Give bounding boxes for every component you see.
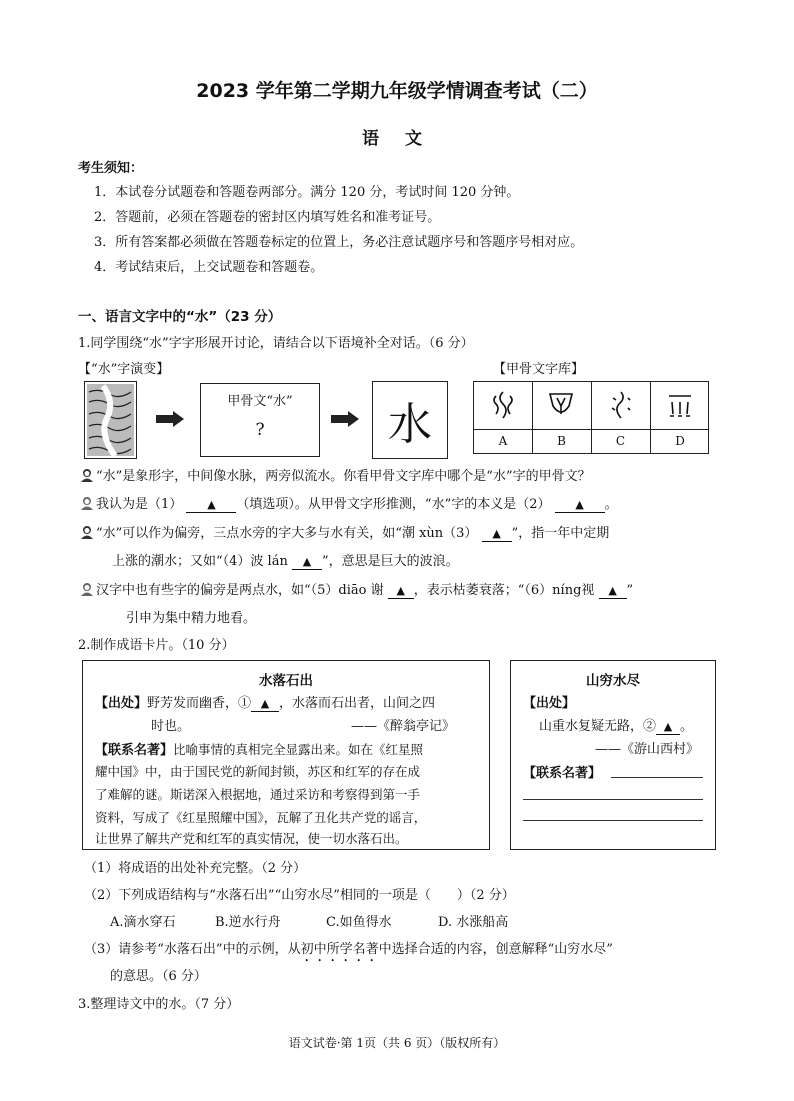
source-text: ，水落而石出者，山间之四: [279, 696, 436, 711]
library-option-b: B: [557, 434, 566, 448]
card-title: 山穷水尽: [586, 673, 640, 689]
notice-heading: 考生须知：: [78, 161, 144, 176]
source-label: 【出处】: [523, 696, 576, 711]
oracle-glyph-a-icon: [490, 390, 516, 422]
answer-blank-4[interactable]: ▲: [292, 555, 322, 570]
dialogue-text: ”，意思是巨大的波浪。: [321, 554, 459, 569]
writing-line[interactable]: [523, 799, 703, 800]
oracle-box-question-mark: ?: [255, 420, 265, 440]
answer-blank-5[interactable]: ▲: [388, 584, 414, 599]
notice-item: 4．考试结束后，上交试题卷和答题卷。: [94, 260, 324, 275]
question-2-sub-3: [84, 938, 613, 965]
arrow-right-icon: [156, 411, 186, 427]
option-a[interactable]: A.滴水穿石: [110, 915, 176, 930]
dialogue-text: ，表示枯萎衰落；“（6）níng视: [413, 583, 595, 598]
subject-title: 语 文: [362, 129, 432, 149]
answer-blank-6[interactable]: ▲: [599, 584, 627, 599]
link-text: 比喻事情的真相完全显露出来。如在《红星照: [173, 742, 424, 757]
dialogue-text: （填选项）。从甲骨文字形推测，“水”字的本义是（2）: [236, 497, 551, 512]
oracle-box-title: 甲骨文“水”: [227, 394, 293, 409]
sub3-text: 中选择合适的内容，创意解释“山穷水尽”: [378, 942, 613, 957]
link-label: 【联系名著】: [95, 743, 174, 758]
modern-water-character: [372, 381, 448, 459]
dialogue-text: 我认为是（1）: [96, 497, 183, 512]
answer-blank-3[interactable]: ▲: [482, 527, 512, 542]
dialogue-text: ”，指一年中定期: [511, 526, 610, 541]
oracle-glyph-d-icon: [666, 390, 694, 422]
option-b[interactable]: B.逆水行舟: [215, 915, 281, 930]
dialogue-text: “水”是象形字，中间像水脉，两旁似流水。你看甲骨文字库中哪个是“水”字的甲骨文？: [96, 469, 591, 484]
modern-char-text: 水: [388, 399, 432, 450]
card-title: 水落石出: [259, 673, 313, 689]
source-text: 。: [680, 719, 694, 734]
arrow-right-icon: [331, 411, 361, 427]
option-d[interactable]: D. 水涨船高: [438, 915, 509, 930]
oracle-water-box: [200, 383, 320, 457]
dialogue-line-1: [80, 465, 591, 484]
evolution-label: 【“水”字演变】: [78, 362, 170, 377]
card-source-line: [95, 692, 435, 712]
dialogue-line-4-cont: 引申为集中精力地看。: [126, 611, 257, 626]
card-link-text: 让世界了解共产党和红军的真实情况，使一切水落石出。: [95, 831, 408, 846]
dialogue-text: 上涨的潮水；又如“（4）波 lán: [112, 554, 288, 569]
oracle-glyph-b-icon: [547, 390, 575, 422]
card-source-cont: 时也。: [151, 719, 191, 734]
source-label: 【出处】: [95, 696, 148, 711]
student-avatar-icon: [80, 496, 94, 510]
dialogue-text: 汉字中也有些字的偏旁是两点水，如“（5）diāo 谢: [96, 583, 384, 598]
student-avatar-icon: [80, 525, 94, 539]
writing-line[interactable]: [523, 820, 703, 821]
option-c[interactable]: C.如鱼得水: [326, 915, 392, 930]
student-avatar-icon: [80, 582, 94, 596]
page-footer: 语文试卷·第 1页（共 6 页）（版权所有）: [288, 1036, 506, 1050]
notice-item: 2．答题前，必须在答题卷的密封区内填写姓名和准考证号。: [94, 210, 441, 225]
library-option-a: A: [498, 434, 508, 448]
card-source-line: [539, 715, 693, 735]
section-heading: 一、语言文字中的“水”（23 分）: [78, 309, 282, 325]
question-2-sub-2: （2）下列成语结构与“水落石出”“山穷水尽”相同的一项是（ ）（2 分）: [84, 888, 515, 903]
card-source-ref: ——《醉翁亭记》: [351, 719, 456, 734]
source-text: 山重水复疑无路，②: [539, 719, 657, 734]
dialogue-text: “水”可以作为偏旁，三点水旁的字大多与水有关，如“潮 xùn（3）: [96, 526, 478, 541]
oracle-library-table: [473, 381, 709, 454]
exam-title: 2023 学年第二学期九年级学情调查考试（二）: [196, 80, 598, 102]
library-option-d: D: [675, 434, 685, 448]
card-source-ref: ——《游山西村》: [595, 742, 700, 757]
answer-blank-card-1[interactable]: ▲: [251, 697, 279, 712]
notice-item: 3．所有答案都必须做在答题卷标定的位置上，务必注意试题序号和答题序号相对应。: [94, 235, 584, 250]
river-picture-icon: [85, 382, 136, 458]
answer-blank-card-2[interactable]: ▲: [656, 720, 680, 735]
question-3-stem: 3.整理诗文中的水。（7 分）: [78, 997, 240, 1012]
student-avatar-icon: [80, 468, 94, 482]
water-pictograph-image: [84, 381, 137, 459]
dialogue-line-2: [80, 493, 618, 513]
dialogue-line-4: [80, 579, 633, 599]
dialogue-text: 。: [604, 497, 618, 512]
source-text: 野芳发而幽香，①: [147, 696, 252, 711]
notice-item: 1．本试卷分试题卷和答题卷两部分。满分 120 分，考试时间 120 分钟。: [94, 185, 520, 200]
answer-blank-2[interactable]: ▲: [555, 498, 605, 513]
link-label: 【联系名著】: [523, 766, 602, 781]
dialogue-line-3: [80, 522, 609, 542]
dialogue-line-3-cont: [112, 550, 459, 570]
question-2-sub-3-cont: 的意思。（6 分）: [110, 969, 207, 984]
sub3-text: （3）请参考“水落石出”中的示例，从: [84, 942, 301, 957]
question-2-stem: 2.制作成语卡片。（10 分）: [78, 638, 235, 653]
emphasis-text: 初中所学名著: [300, 942, 379, 957]
oracle-glyph-c-icon: [608, 390, 634, 422]
library-option-c: C: [615, 434, 626, 448]
card-link-text: 了难解的谜。斯诺深入根据地，通过采访和考察得到第一手: [95, 787, 421, 802]
question-2-sub-1: （1）将成语的出处补充完整。（2 分）: [84, 861, 307, 876]
card-link-text: 耀中国》中，由于国民党的新闻封锁，苏区和红军的存在成: [95, 764, 421, 779]
card-link-line: [95, 739, 423, 758]
question-1-stem: 1.同学围绕“水”字字形展开讨论，请结合以下语境补全对话。（6 分）: [78, 336, 474, 351]
idiom-card-shuiluo: [82, 660, 490, 850]
answer-blank-1[interactable]: ▲: [186, 498, 236, 513]
card-link-text: 资料，写成了《红星照耀中国》，瓦解了丑化共产党的谣言，: [95, 810, 427, 825]
library-label: 【甲骨文字库】: [493, 362, 585, 377]
writing-line[interactable]: [611, 777, 703, 778]
idiom-card-shanqiong: [510, 660, 716, 850]
dialogue-text: ”: [626, 583, 634, 598]
